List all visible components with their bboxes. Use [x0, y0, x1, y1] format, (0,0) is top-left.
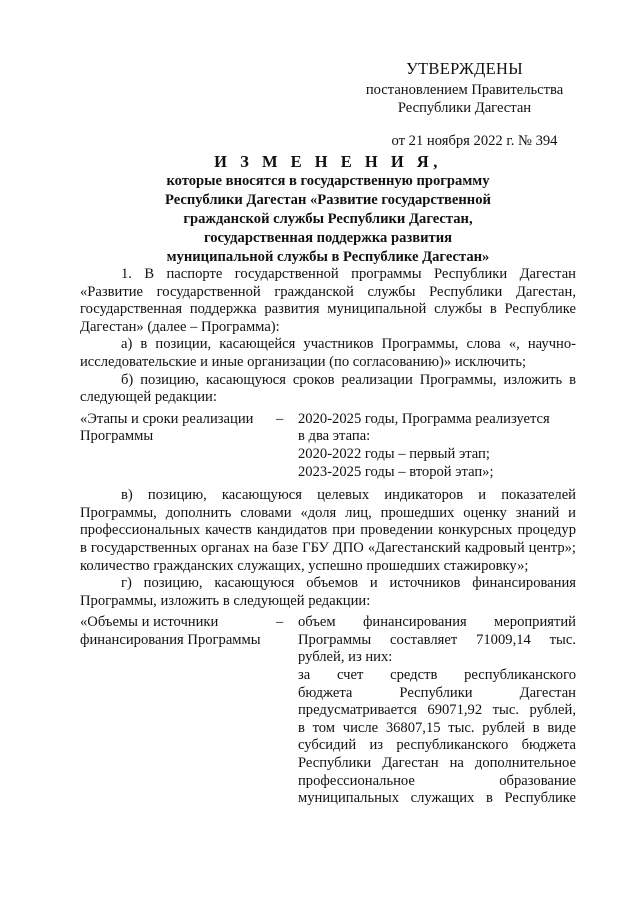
approval-date: от 21 ноября 2022 г. № 394	[391, 132, 558, 149]
document-heading	[80, 152, 576, 267]
funding-line: в том числе 36807,15 тыс. рублей в виде	[298, 719, 576, 736]
approval-title: УТВЕРЖДЕНЫ	[406, 59, 523, 78]
approval-line-1: постановлением Правительства	[365, 81, 564, 98]
approval-line-2: Республики Дагестан	[397, 100, 532, 116]
funding-line: объем финансирования мероприятий	[298, 614, 576, 631]
stages-line: 2023-2025 годы – второй этап»;	[298, 463, 494, 480]
heading-line-1: которые вносятся в государственную программу	[166, 173, 490, 189]
funding-line: бюджета Республики Дагестан	[298, 684, 576, 701]
stages-label: «Этапы и сроки реализации Программы	[80, 410, 254, 445]
paragraph-1: 1. В паспорте государственной программы Республики Дагестан «Развитие государственной гражданской службы Республики Дагестан, государственная поддержка развития муниципальной службы в Республике Дагестан» (далее – Программа):	[80, 266, 576, 335]
funding-line: субсидий из республиканского бюджета	[298, 737, 576, 754]
funding-line: предусматривается 69071,92 тыс. рублей,	[298, 702, 576, 719]
funding-value	[298, 614, 576, 808]
heading-line-4: государственная поддержка развития	[203, 230, 453, 246]
paragraph-b: б) позицию, касающуюся сроков реализации Программы, изложить в следующей редакции:	[80, 371, 576, 406]
paragraph-g: г) позицию, касающуюся объемов и источников финансирования Программы, изложить в следующей редакции:	[80, 575, 576, 609]
funding-line: Республики Дагестан на дополнительное	[298, 755, 576, 772]
heading-line-5: муниципальной службы в Республике Дагестан»	[166, 249, 490, 265]
stages-line: в два этапа:	[298, 428, 371, 445]
funding-line: профессиональное образование	[298, 772, 576, 789]
stages-line: 2020-2022 годы – первый этап;	[298, 445, 490, 462]
heading-line-3: гражданской службы Республики Дагестан,	[183, 211, 473, 227]
funding-line: за счет средств республиканского	[298, 667, 576, 684]
heading-title: И З М Е Н Е Н И Я,	[214, 152, 442, 171]
funding-line: муниципальных служащих в Республике	[298, 790, 576, 807]
stages-value	[298, 411, 576, 481]
funding-line: Программы составляет 71009,14 тыс.	[298, 631, 576, 648]
funding-line: рублей, из них:	[298, 649, 393, 666]
stages-line: 2020-2025 годы, Программа реализуется	[298, 410, 550, 427]
funding-label: «Объемы и источники финансирования Программы	[80, 614, 261, 648]
stages-dash: –	[276, 410, 284, 427]
heading-line-2: Республики Дагестан «Развитие государственной	[165, 192, 491, 208]
paragraph-a: а) в позиции, касающейся участников Программы, слова «, научно-исследовательские и иные организации (по согласованию)» исключить;	[80, 336, 576, 370]
approval-block	[352, 60, 577, 150]
stages-table	[80, 411, 576, 481]
document-body	[80, 266, 576, 814]
funding-dash: –	[276, 614, 284, 631]
funding-table	[80, 614, 576, 808]
paragraph-v: в) позицию, касающуюся целевых индикаторов и показателей Программы, дополнить словами «доля лиц, прошедших оценку знаний и профессиональных качеств кандидатов при проведении конкурсных процедур в государственных органах на базе ГБУ ДПО «Дагестанский кадровый центр»; количество гражданских служащих, успешно прошедших стажировку»;	[80, 487, 576, 574]
